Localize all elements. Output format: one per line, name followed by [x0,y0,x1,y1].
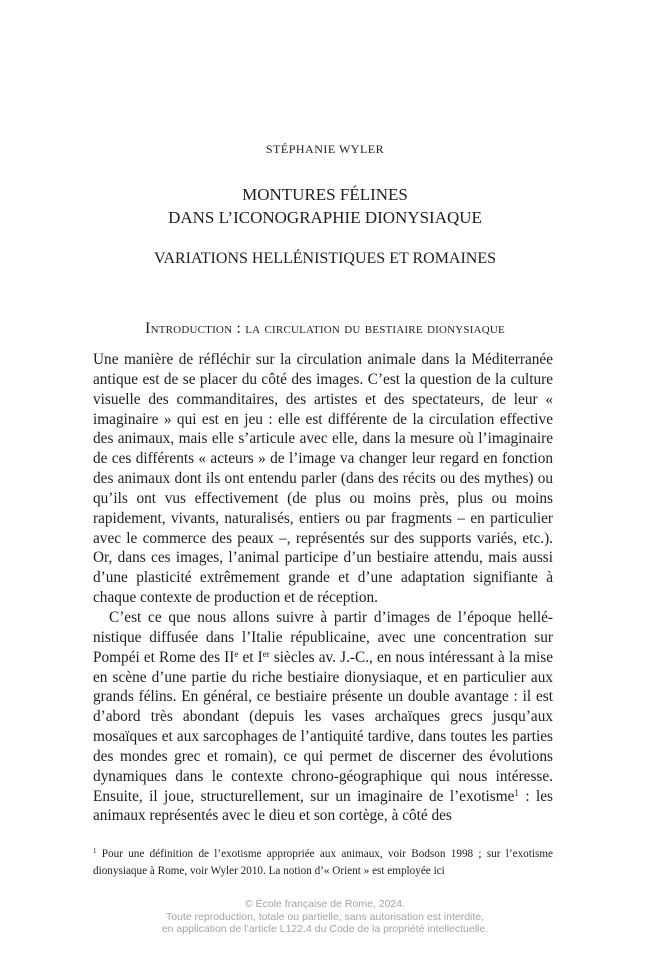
paragraph-2-part-a: C’est ce que nous allons suivre à partir d’images de l’époque hellénistique diffusée dans l’Italie républicaine, avec une concentration sur Pompéi et Rome des II [93,608,553,666]
copyright-line-1: © École française de Rome, 2024. [244,898,406,910]
footnote-text: Pour une définition de l’exotisme appropriée aux animaux, voir Bodson 1998 ; sur l’exotisme dionysiaque à Rome, voir Wyler 2010. La notion d’« Orient » est employée ici [93,848,553,877]
superscript-er: er [262,648,270,659]
copyright-line-2: Toute reproduction, totale ou partielle, sans autorisation est interdite, [165,910,485,923]
footnote [93,846,553,879]
paragraph-2-part-c: siècles av. J.-C., en nous intéressant à la mise en scène d’une partie du riche bestiaire dionysiaque, et en particulier aux grands félins. En général, ce bestiaire présente un double avantage : il est d’abord très abondant (depuis les vases archaïques grecs jusqu’aux mosaïques et aux sarcophages de l’antiquité tardive, dans toutes les parties des mondes grec et romain), ce qui permet de discerner des évolutions dynamiques dans le contexte chrono-géographique qui nous intéresse. Ensuite, il joue, structurellement, sur un imaginaire de l’exotisme [93,648,553,805]
superscript-e: e [234,648,239,659]
paragraph-2-part-d: : les animaux représentés avec le dieu et son cortège, à côté des [93,787,553,825]
paragraph-1: Une manière de réfléchir sur la circulation animale dans la Méditerranée antique est de se placer du côté des images. C’est la question de la culture visuelle des commanditaires, des artistes et des spectateurs, de leur « imaginaire » qui est en jeu : elle est différente de la circulation effective des animaux, mais elle s’articule avec elle, dans la mesure où l’imaginaire de ces différents « acteurs » de l’image va changer leur regard en fonction des animaux dont ils ont entendu parler (dans des récits ou des mythes) ou qu’ils ont vus effectivement (de plus ou moins près, plus ou moins rapidement, vivants, naturalisés, entiers ou par fragments – en particulier avec le commerce des peaux –, représentés sur des supports variés, etc.). Or, dans ces images, l’animal participe d’un bestiaire attendu, mais aussi d’une plasticité extrêmement grande et d’une adaptation signifiante à chaque contexte de production et de réception. [93,351,553,607]
copyright-line-3: en application de l’article L122.4 du Code de la propriété intellectuelle. [161,923,489,935]
author-name: STÉPHANIE WYLER [265,142,385,156]
section-heading: Introduction : la circulation du bestiaire dionysiaque [145,320,505,337]
body-text [93,350,553,826]
paragraph-2 [93,608,553,826]
title-line-2: DANS L’ICONOGRAPHIE DIONYSIAQUE [168,208,482,227]
article-title [0,183,650,229]
article-subtitle: VARIATIONS HELLÉNISTIQUES ET ROMAINES [153,250,497,267]
footnote-reference[interactable]: 1 [514,787,519,798]
footnote-marker: 1 [93,847,97,855]
title-line-1: MONTURES FÉLINES [242,185,408,204]
paragraph-2-part-b: et I [238,648,263,666]
copyright-notice [0,898,650,936]
